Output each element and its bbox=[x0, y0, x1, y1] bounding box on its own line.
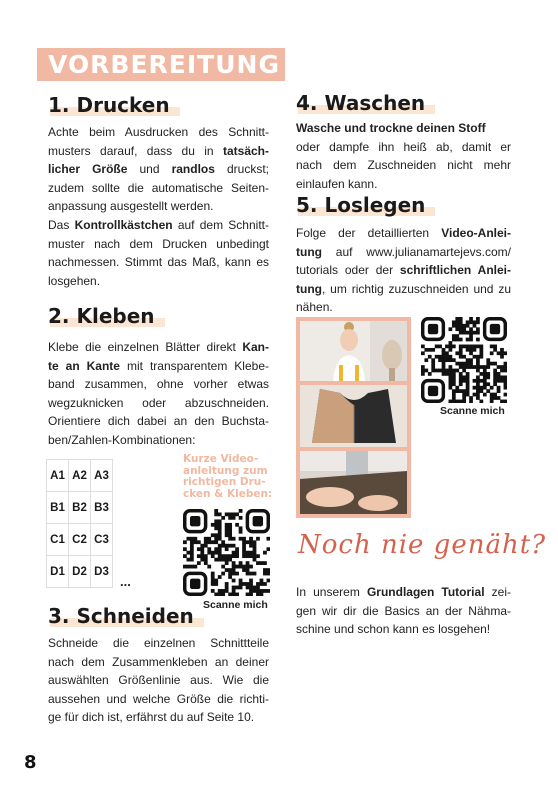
video-note: Kurze Video- anleitung zum richtigen Dru- cken & Kleben: bbox=[183, 453, 273, 500]
scan-label: Scanne mich bbox=[440, 405, 505, 417]
qr-code-icon[interactable] bbox=[421, 317, 507, 403]
grid-ellipsis: ... bbox=[120, 574, 131, 589]
paragraph-grundlagen: In unserem Grundlagen Tutorial zei- gen wir dir die Basics an der Nähma- schine und schon kann es losgehen! bbox=[296, 585, 511, 637]
banner-title: VORBEREITUNG bbox=[48, 50, 280, 79]
grid-cell: A2 bbox=[69, 460, 91, 492]
grid-cell: A3 bbox=[91, 460, 113, 492]
grid-cell: C2 bbox=[69, 524, 91, 556]
heading-drucken: 1. Drucken bbox=[48, 93, 170, 117]
qr-code-icon[interactable] bbox=[183, 509, 270, 596]
grid-cell: D3 bbox=[91, 556, 113, 588]
paragraph-kleben: Klebe die einzelnen Blätter direkt Kan- te an Kante mit transparentem Klebe- band zusammen, ohne vorher etwas wegzuknicken oder abzuschneiden. Orientiere dich dabei an den Buchsta- ben/Zahlen-Kombinationen: bbox=[48, 340, 269, 447]
grid-cell: A1 bbox=[47, 460, 69, 492]
heading-loslegen: 5. Loslegen bbox=[296, 193, 425, 217]
paragraph-drucken: Achte beim Ausdrucken des Schnitt- musters darauf, dass du in tatsäch- licher Größe und randlos druckst; zudem sollte die automatische Seiten- anpassung ausgestellt werden. Das Kontrollkästchen auf dem Schnitt- muster nach dem Drucken unbedingt nachmessen. Stimmt das Maß, kann es losgehen. bbox=[48, 125, 269, 288]
heading-waschen: 4. Waschen bbox=[296, 91, 425, 115]
grid-cell: B3 bbox=[91, 492, 113, 524]
script-heading: Noch nie genäht? bbox=[298, 530, 547, 560]
tutorial-photos bbox=[296, 317, 411, 518]
grid-cell: D2 bbox=[69, 556, 91, 588]
page-number: 8 bbox=[24, 752, 37, 773]
grid-cell: D1 bbox=[47, 556, 69, 588]
paragraph-loslegen: Folge der detaillierten Video-Anlei- tung auf www.julianamartejevs.com/ tutorials oder der schriftlichen Anlei- tung, um richtig zuzuschneiden und zu nähen. bbox=[296, 226, 511, 315]
heading-schneiden: 3. Schneiden bbox=[48, 604, 194, 628]
grid-cell: C3 bbox=[91, 524, 113, 556]
sheet-grid bbox=[46, 459, 113, 588]
scan-label: Scanne mich bbox=[203, 599, 268, 611]
photo-garment bbox=[300, 385, 407, 447]
grid-cell: B2 bbox=[69, 492, 91, 524]
grid-cell: B1 bbox=[47, 492, 69, 524]
photo-sewing bbox=[300, 451, 407, 514]
paragraph-waschen: Wasche und trockne deinen Stoff oder dampfe ihn heiß ab, damit er nach dem Zuschneiden nicht mehr einlaufen kann. bbox=[296, 121, 511, 191]
photo-presenter bbox=[300, 321, 407, 381]
heading-kleben: 2. Kleben bbox=[48, 304, 155, 328]
paragraph-schneiden: Schneide die einzelnen Schnittteile nach dem Zusammenkleben an deiner auswählten Größenlinie aus. Wie die aussehen und welche Größe die richti- ge für dich ist, erfährst du auf Seite 10. bbox=[48, 636, 269, 725]
grid-cell: C1 bbox=[47, 524, 69, 556]
